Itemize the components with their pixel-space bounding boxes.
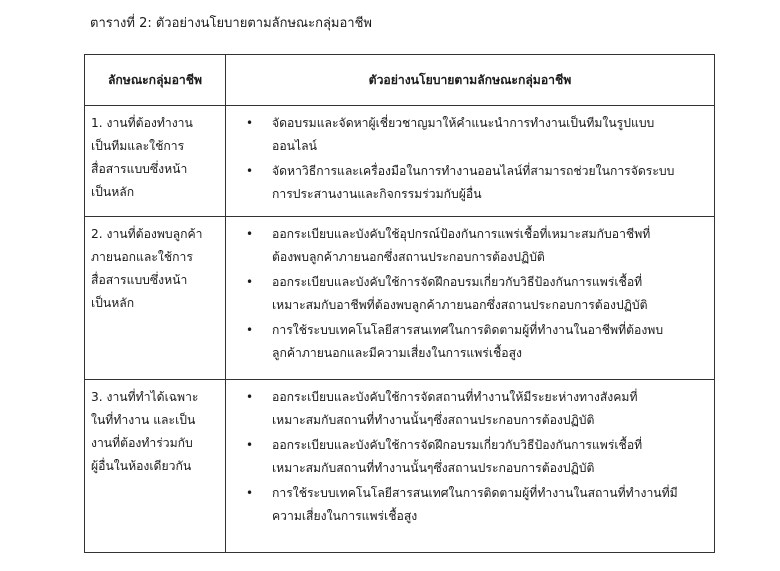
list-item <box>226 160 706 206</box>
bullet-icon: • <box>246 116 254 130</box>
occupation-group-text: 2. งานที่ต้องพบลูกค้า <box>91 227 203 241</box>
policy-list <box>226 112 706 206</box>
policy-text: เหมาะสมกับสถานที่ทำงานนั้นๆซึ่งสถานประกอบการต้องปฏิบัติ <box>272 461 595 475</box>
table-row <box>85 217 715 380</box>
policy-examples-cell <box>226 380 715 553</box>
policy-text: การประสานงานและกิจกรรมร่วมกับผู้อื่น <box>272 187 482 201</box>
policy-text: ความเสี่ยงในการแพร่เชื้อสูง <box>272 509 418 523</box>
header-policy-examples: ตัวอย่างนโยบายตามลักษณะกลุ่มอาชีพ <box>226 55 715 106</box>
occupation-group-cell <box>85 380 226 553</box>
policy-text: ออกระเบียบและบังคับใช้การจัดสถานที่ทำงานให้มีระยะห่างทางสังคมที่ <box>272 390 638 404</box>
policy-text: ออนไลน์ <box>272 139 317 153</box>
bullet-icon: • <box>246 438 254 452</box>
policy-text: ออกระเบียบและบังคับใช้อุปกรณ์ป้องกันการแพร่เชื้อที่เหมาะสมกับอาชีพที่ <box>272 227 651 241</box>
table-caption: ตารางที่ 2: ตัวอย่างนโยบายตามลักษณะกลุ่มอาชีพ <box>90 16 372 31</box>
bullet-icon: • <box>246 323 254 337</box>
bullet-icon: • <box>246 390 254 404</box>
policy-text: การใช้ระบบเทคโนโลยีสารสนเทศในการติดตามผู้ที่ทำงานในสถานที่ทำงานที่มี <box>272 486 678 500</box>
occupation-group-cell <box>85 217 226 380</box>
list-item <box>226 319 706 365</box>
bullet-icon: • <box>246 227 254 241</box>
table-row <box>85 380 715 553</box>
policy-text: จัดหาวิธีการและเครื่องมือในการทำงานออนไลน์ที่สามารถช่วยในการจัดระบบ <box>272 164 675 178</box>
list-item <box>226 271 706 317</box>
policy-table <box>84 54 715 553</box>
bullet-icon: • <box>246 275 254 289</box>
occupation-group-text: สื่อสารแบบซึ่งหน้า <box>91 162 188 176</box>
policy-text: ต้องพบลูกค้าภายนอกซึ่งสถานประกอบการต้องปฏิบัติ <box>272 250 545 264</box>
occupation-group-text: เป็นทีมและใช้การ <box>91 139 185 153</box>
occupation-group-text: ภายนอกและใช้การ <box>91 250 193 264</box>
policy-list <box>226 386 706 528</box>
list-item <box>226 386 706 432</box>
policy-text: เหมาะสมกับสถานที่ทำงานนั้นๆซึ่งสถานประกอบการต้องปฏิบัติ <box>272 413 595 427</box>
occupation-group-text: ในที่ทำงาน และเป็น <box>91 413 196 427</box>
policy-text: เหมาะสมกับอาชีพที่ต้องพบลูกค้าภายนอกซึ่งสถานประกอบการต้องปฏิบัติ <box>272 298 648 312</box>
list-item <box>226 112 706 158</box>
list-item <box>226 223 706 269</box>
occupation-group-text: 1. งานที่ต้องทำงาน <box>91 116 193 130</box>
policy-text: ออกระเบียบและบังคับใช้การจัดฝึกอบรมเกี่ยวกับวิธีป้องกันการแพร่เชื้อที่ <box>272 275 643 289</box>
occupation-group-text: เป็นหลัก <box>91 185 135 199</box>
occupation-group-text: 3. งานที่ทำได้เฉพาะ <box>91 390 199 404</box>
policy-text: ลูกค้าภายนอกและมีความเสี่ยงในการแพร่เชื้อสูง <box>272 346 522 360</box>
occupation-group-text: งานที่ต้องทำร่วมกับ <box>91 436 193 450</box>
list-item <box>226 482 706 528</box>
policy-examples-cell <box>226 217 715 380</box>
occupation-group-text: เป็นหลัก <box>91 296 135 310</box>
occupation-group-text: สื่อสารแบบซึ่งหน้า <box>91 273 188 287</box>
list-item <box>226 434 706 480</box>
occupation-group-cell <box>85 106 226 217</box>
policy-text: ออกระเบียบและบังคับใช้การจัดฝึกอบรมเกี่ยวกับวิธีป้องกันการแพร่เชื้อที่ <box>272 438 643 452</box>
table-row <box>85 106 715 217</box>
policy-text: จัดอบรมและจัดหาผู้เชี่ยวชาญมาให้คำแนะนำการทำงานเป็นทีมในรูปแบบ <box>272 116 655 130</box>
bullet-icon: • <box>246 486 254 500</box>
table-header-row <box>85 55 715 106</box>
bullet-icon: • <box>246 164 254 178</box>
policy-list <box>226 223 706 365</box>
policy-text: การใช้ระบบเทคโนโลยีสารสนเทศในการติดตามผู้ที่ทำงานในอาชีพที่ต้องพบ <box>272 323 664 337</box>
occupation-group-text: ผู้อื่นในห้องเดียวกัน <box>91 459 192 473</box>
header-occupation-group: ลักษณะกลุ่มอาชีพ <box>85 55 226 106</box>
policy-examples-cell <box>226 106 715 217</box>
